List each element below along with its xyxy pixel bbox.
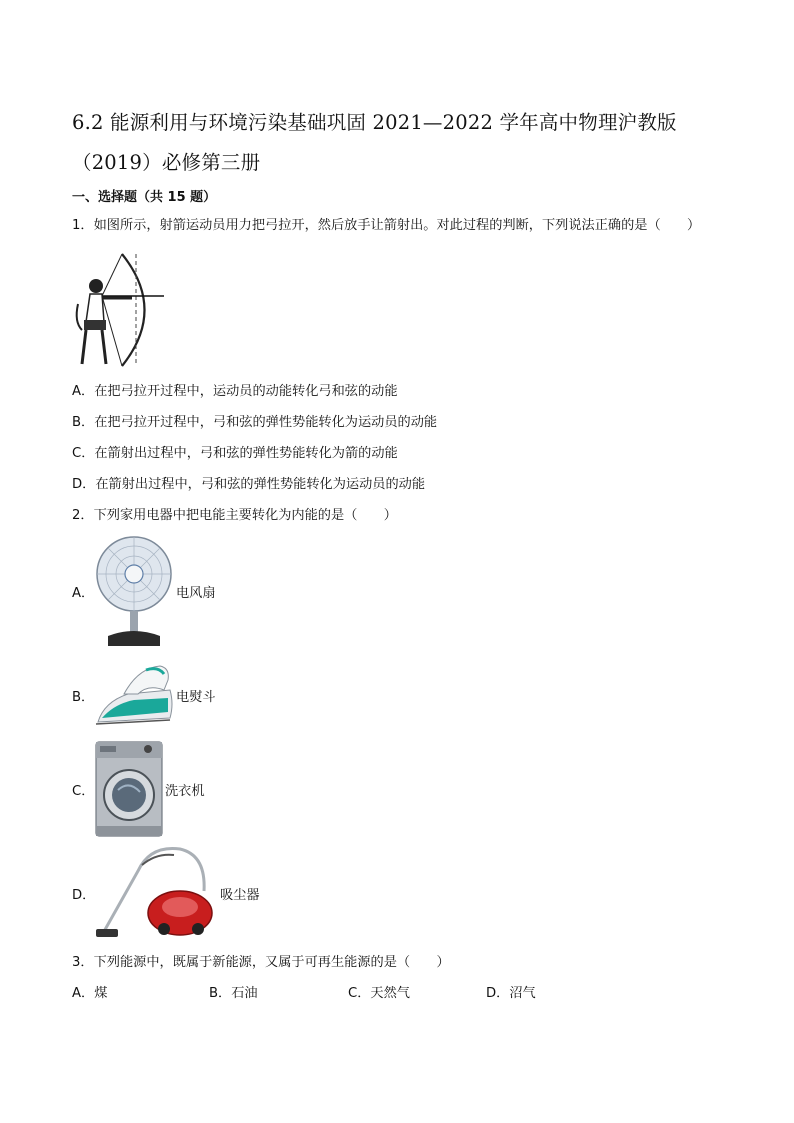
question-2-option-b-label: 电熨斗: [176, 690, 216, 705]
section-heading: 一、选择题（共 15 题）: [72, 190, 217, 205]
question-1-option-a: A．在把弓拉开过程中，运动员的动能转化弓和弦的动能: [72, 384, 398, 399]
vacuum-cleaner-icon: [94, 845, 218, 939]
electric-fan-icon: [94, 536, 176, 650]
question-3-option-c: C．天然气: [348, 986, 410, 1001]
question-1-option-c: C．在箭射出过程中，弓和弦的弹性势能转化为箭的动能: [72, 446, 398, 461]
archer-illustration: [72, 252, 172, 368]
question-1-stem: 1．如图所示，射箭运动员用力把弓拉开，然后放手让箭射出。对此过程的判断，下列说法正确的是（ ）: [72, 218, 701, 233]
question-2-option-c-letter: C．: [72, 784, 95, 799]
question-1-option-b: B．在把弓拉开过程中，弓和弦的弹性势能转化为运动员的动能: [72, 415, 438, 430]
question-2-stem: 2．下列家用电器中把电能主要转化为内能的是（ ）: [72, 508, 397, 523]
question-3-stem: 3．下列能源中，既属于新能源，又属于可再生能源的是（ ）: [72, 955, 450, 970]
question-3-option-b: B．石油: [209, 986, 258, 1001]
question-3-option-d: D．沼气: [486, 986, 536, 1001]
washing-machine-icon: [94, 740, 164, 838]
question-3-option-a: A．煤: [72, 986, 108, 1001]
question-2-option-d-label: 吸尘器: [220, 888, 260, 903]
question-2-option-c-label: 洗衣机: [165, 784, 205, 799]
question-2-option-a-letter: A．: [72, 586, 95, 601]
page-title: 6.2 能源利用与环境污染基础巩固 2021—2022 学年高中物理沪教版（2019）必修第三册: [72, 111, 677, 174]
electric-iron-icon: [94, 660, 174, 730]
question-2-option-b-letter: B．: [72, 690, 95, 705]
question-2-option-d-letter: D．: [72, 888, 96, 903]
question-1-option-d: D．在箭射出过程中，弓和弦的弹性势能转化为运动员的动能: [72, 477, 426, 492]
question-2-option-a-label: 电风扇: [176, 586, 216, 601]
